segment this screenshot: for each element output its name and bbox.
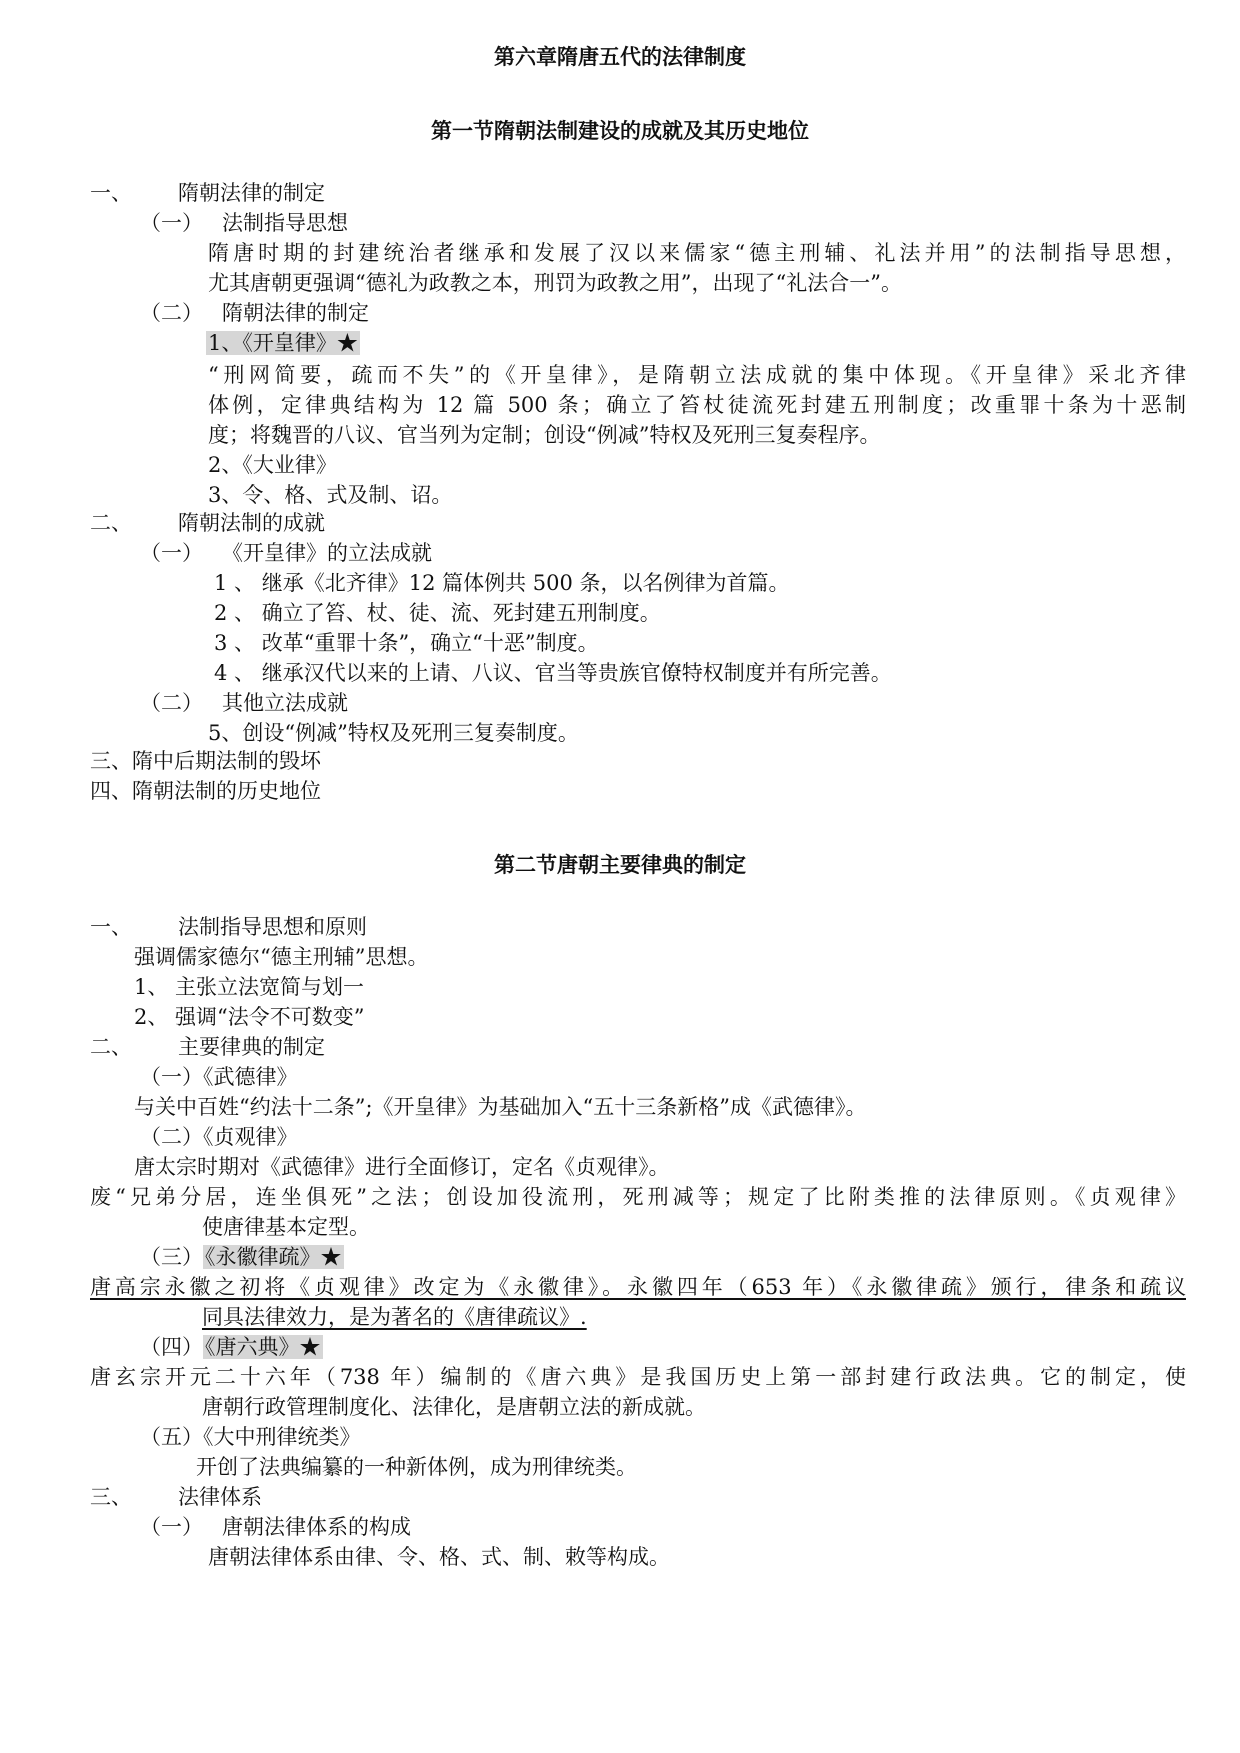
paragraph: 唐朝法律体系由律、令、格、式、制、敕等构成。 — [208, 1545, 670, 1569]
chapter-title: 第六章隋唐五代的法律制度 — [494, 44, 746, 69]
paragraph: 与关中百姓“约法十二条”;《开皇律》为基础加入“五十三条新格”成《武德律》。 — [134, 1095, 867, 1119]
section2-title: 第二节唐朝主要律典的制定 — [494, 852, 746, 877]
subheading-1-1-num: （一） — [140, 211, 203, 235]
paragraph: “刑网简要，疏而不失”的《开皇律》，是隋朝立法成就的集中体现。《开皇律》采北齐律 — [208, 363, 1186, 387]
yonghui-title: 《永徽律疏》★ — [205, 1245, 342, 1269]
list-item: 1、 主张立法宽简与划一 — [134, 975, 365, 999]
paragraph: 尤其唐朝更强调“德礼为政教之本，刑罚为政教之用”，出现了“礼法合一”。 — [208, 271, 902, 295]
list-item: 2 、 确立了笞、杖、徒、流、死封建五刑制度。 — [214, 601, 661, 625]
subheading-1-2-text: 隋朝法律的制定 — [222, 301, 369, 325]
heading-2-num: 二、 — [90, 511, 132, 535]
paragraph: 开创了法典编纂的一种新体例，成为刑律统类。 — [196, 1455, 637, 1479]
list-item: 1 、 继承《北齐律》12 篇体例共 500 条，以名例律为首篇。 — [214, 571, 790, 595]
subheading-2-1-text: 《开皇律》的立法成就 — [222, 541, 432, 565]
heading-3: 三、隋中后期法制的毁坏 — [90, 749, 321, 773]
subheading-2-2-num: （二） — [140, 691, 203, 715]
paragraph: 废“兄弟分居，连坐俱死”之法；创设加役流刑，死刑减等；规定了比附类推的法律原则。《贞观律》 — [90, 1185, 1186, 1209]
s2-heading-1-text: 法制指导思想和原则 — [178, 915, 367, 939]
s2-heading-3-text: 法律体系 — [178, 1485, 262, 1509]
paragraph: 唐玄宗开元二十六年（738 年）编制的《唐六典》是我国历史上第一部封建行政法典。它的制定，使 — [90, 1365, 1186, 1389]
liudian-title: 《唐六典》★ — [205, 1335, 321, 1359]
dazhong-title: （五）《大中刑律统类》 — [140, 1425, 361, 1449]
s2-heading-2-num: 二、 — [90, 1035, 132, 1059]
heading-4: 四、隋朝法制的历史地位 — [90, 779, 321, 803]
list-item: 2、《大业律》 — [208, 453, 337, 477]
paragraph: 使唐律基本定型。 — [202, 1215, 370, 1239]
yonghui-num: （三） — [140, 1245, 203, 1269]
s2-heading-2-text: 主要律典的制定 — [178, 1035, 325, 1059]
subheading-1-2-num: （二） — [140, 301, 203, 325]
s2-subheading-3-1-num: （一） — [140, 1515, 203, 1539]
paragraph: 度；将魏晋的八议、官当列为定制；创设“例减”特权及死刑三复奏程序。 — [208, 423, 881, 447]
s2-subheading-3-1-text: 唐朝法律体系的构成 — [222, 1515, 411, 1539]
list-item: 2、 强调“法令不可数变” — [134, 1005, 365, 1029]
paragraph: 唐朝行政管理制度化、法律化，是唐朝立法的新成就。 — [202, 1395, 706, 1419]
list-item: 4 、 继承汉代以来的上请、八议、官当等贵族官僚特权制度并有所完善。 — [214, 661, 892, 685]
list-item: 3、令、格、式及制、诏。 — [208, 483, 453, 507]
paragraph: 隋唐时期的封建统治者继承和发展了汉以来儒家“德主刑辅、礼法并用”的法制指导思想， — [208, 241, 1186, 265]
underlined-paragraph: 同具法律效力，是为著名的《唐律疏议》. — [202, 1305, 587, 1329]
paragraph: 体例，定律典结构为 12 篇 500 条；确立了笞杖徒流死封建五刑制度；改重罪十条为十恶制 — [208, 393, 1186, 417]
heading-2-text: 隋朝法制的成就 — [178, 511, 325, 535]
s2-heading-1-num: 一、 — [90, 915, 132, 939]
list-item: 5、创设“例减”特权及死刑三复奏制度。 — [208, 721, 579, 745]
heading-1-num: 一、 — [90, 181, 132, 205]
list-item: 3 、 改革“重罪十条”，确立“十恶”制度。 — [214, 631, 599, 655]
section1-title: 第一节隋朝法制建设的成就及其历史地位 — [431, 118, 809, 143]
kaihuang-title: 1、《开皇律》★ — [208, 331, 358, 355]
underlined-paragraph: 唐高宗永徽之初将《贞观律》改定为《永徽律》。永徽四年（653 年）《永徽律疏》颁行，律条和疏议 — [90, 1275, 1186, 1299]
liudian-num: （四） — [140, 1335, 203, 1359]
paragraph: 强调儒家德尔“德主刑辅”思想。 — [134, 945, 429, 969]
subheading-1-1-text: 法制指导思想 — [222, 211, 348, 235]
subheading-2-2-text: 其他立法成就 — [222, 691, 348, 715]
heading-1-text: 隋朝法律的制定 — [178, 181, 325, 205]
zhenguan-title: （二）《贞观律》 — [140, 1125, 298, 1149]
wude-title: （一）《武德律》 — [140, 1065, 298, 1089]
s2-heading-3-num: 三、 — [90, 1485, 132, 1509]
subheading-2-1-num: （一） — [140, 541, 203, 565]
paragraph: 唐太宗时期对《武德律》进行全面修订，定名《贞观律》。 — [134, 1155, 670, 1179]
